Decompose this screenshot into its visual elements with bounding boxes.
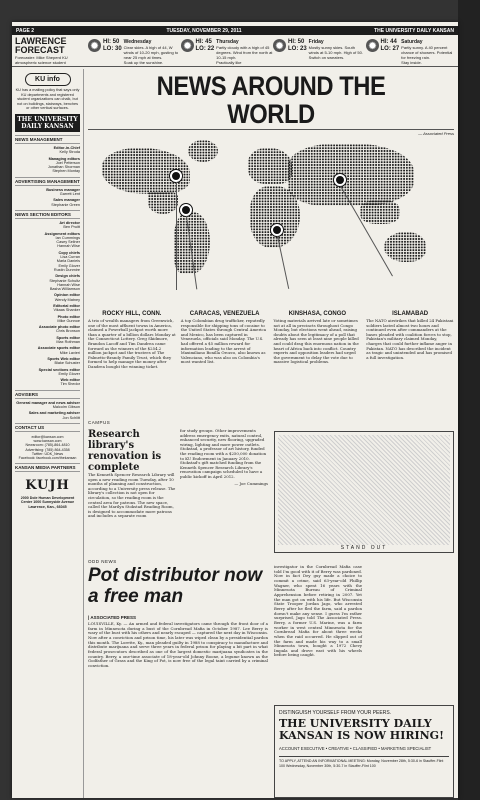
role-title: Associate photo editor <box>38 325 80 330</box>
location-marker-caracas <box>180 204 192 216</box>
main-content <box>88 69 454 798</box>
story-rocky-hill <box>88 311 176 370</box>
sun-icon <box>273 39 286 52</box>
forecast-tag: Stay inside. <box>401 60 422 65</box>
rain-icon <box>366 39 379 52</box>
role-names: Chris Bronson <box>55 329 80 334</box>
binder-right <box>458 0 480 800</box>
role-title: Sales manager <box>53 198 80 203</box>
role-names: Garrett Lent <box>59 192 80 197</box>
staff-role <box>15 315 80 324</box>
story-text: The NATO airstrikes that killed 24 Pakistani soldiers lasted almost two hours and continued even after commanders at the bases pleaded with coalition forces to stop, Pakistan's military claimed Monday, charges that could further inflame anger in Pakistan. NATO has described the incident as tragic and unintended and has promised a full investigation. <box>366 318 454 360</box>
forecast-day <box>273 37 366 66</box>
role-title: Design chiefs <box>55 274 80 279</box>
role-names: Blake Schuster <box>54 361 80 366</box>
staff-section-heading: NEWS MANAGEMENT <box>15 135 80 144</box>
continent-europe <box>248 148 292 184</box>
staff-role <box>15 221 80 230</box>
partly-cloudy-icon <box>181 39 194 52</box>
odd-news-columns-right <box>274 565 454 658</box>
ap-credit: — Associated Press <box>418 131 454 136</box>
story-place: ROCKY HILL, CONN. <box>102 311 162 317</box>
odd-news-ap: | ASSOCIATED PRESS <box>88 615 137 620</box>
forecast-tag: Soak up the sunshine. <box>123 60 164 65</box>
role-names: Ben Pruitt <box>63 225 80 230</box>
story-place: ISLAMABAD <box>392 311 429 317</box>
forecast-hilo: HI: 50 LO: 23 <box>288 39 307 52</box>
campus-story <box>88 427 268 519</box>
forecast-desc: Partly sunny. A 40 percent chance of showers. Potential for freezing rain. <box>401 45 453 60</box>
staff-role <box>15 357 80 366</box>
location-marker-rocky-hill <box>170 170 182 182</box>
top-background <box>0 0 480 22</box>
role-names: Emily Glover <box>58 371 80 376</box>
role-names: Stephanie Green <box>51 202 80 207</box>
continent-asia <box>288 144 414 206</box>
kuinfo-logo: KU info <box>25 73 71 86</box>
staff-sidebar <box>12 69 84 798</box>
role-names: Kelly Stroda <box>59 150 80 155</box>
forecast-title-text: LAWRENCE FORECAST <box>15 36 67 55</box>
ad-tagline: DISTINGUISH YOURSELF FROM YOUR PEERS. <box>279 710 392 716</box>
continent-se-asia <box>360 200 400 224</box>
location-marker-islamabad <box>334 174 346 186</box>
kujh-logo: KUJH <box>25 478 70 494</box>
ad-pattern <box>278 435 450 549</box>
continent-greenland <box>188 140 218 162</box>
sun-icon <box>88 39 101 52</box>
campus-text: for study groups. Other improvements address emergency exits, natural control, enhanced security, new flooring, upgraded wiring, lighting and more power outlets. Stokstad, a professor of art history, funded the reading room with a $250,000 donation to KU Endowment in January 2010. Stokstad's gift matched funding from the Kenneth Spencer Research Library's renovation campaign scheduled to have a public kickoff in April 2012. <box>180 428 267 479</box>
staff-role <box>15 157 80 174</box>
story-text: Voting materials arrived late or sometimes not at all in precincts throughout Congo Monday, but elections went ahead, raising doubts about the legitimacy of a poll that already has seen at least nine people killed and could drag this enormous nation in the heart of Africa back into conflict. Country experts and opposition leaders had urged the government to delay the vote due to massive logistical problems. <box>273 318 359 365</box>
role-title: Photo editor <box>57 314 80 319</box>
staff-role <box>15 304 80 313</box>
role-title: Assignment editors <box>44 231 80 236</box>
story-place: CARACAS, VENEZUELA <box>189 311 260 317</box>
story-caracas <box>181 311 269 370</box>
odd-news-headline: Pot distributor now a free man <box>88 565 263 607</box>
role-title: Sports editor <box>56 335 80 340</box>
page-bar <box>12 26 458 35</box>
ad-apply: TO APPLY, ATTEND AN INFORMATIONAL MEETING: Monday, November 28th, 5:30-6 in Stauffer-Flint 100 Wednesday, November 30th, 5:30-7 in Stauffer-Flint 100 <box>279 756 449 768</box>
location-marker-kinshasa <box>271 224 283 236</box>
staff-role <box>15 198 80 207</box>
media-heading: KANSAN MEDIA PARTNERS <box>15 463 80 472</box>
campus-headline: Research library's renovation is complete <box>88 429 162 473</box>
campus-text: The Kenneth Spencer Research Library will open a new reading room Tuesday, after 10 months of planning and construction, according to a University press release. The library's collection is not open for circulation, so the reading room is the central area for patrons. The new space, called the Marilyn Stokstad Reading Room, is designed to accommodate more patrons and includes a separate room <box>88 472 176 519</box>
continent-central-america <box>148 192 178 214</box>
contact-heading: CONTACT US <box>15 423 80 432</box>
role-title: Business manager <box>46 187 80 192</box>
forecast-desc: Clear skies. A high of 44, W winds of 10-20 mph, gusting to near 25 mph at times. <box>123 45 179 60</box>
role-names: Stephanie Schultz Hannah Wise Basha Williamson <box>49 278 80 292</box>
forecast-title <box>12 37 88 66</box>
staff-role <box>15 401 80 410</box>
role-title: Art director <box>59 220 80 225</box>
role-title: Editorial editor <box>53 303 80 308</box>
staff-role <box>15 336 80 345</box>
staff-role <box>15 378 80 387</box>
staff-sections <box>15 135 80 420</box>
address: 2000 Dole Human Development Center 1000 Sunnyside Avenue Lawrence, Kan., 66045 <box>20 496 75 509</box>
role-title: Web editor <box>60 378 80 383</box>
page-number: PAGE 2 <box>16 27 34 34</box>
masthead: THE UNIVERSITY DAILY KANSAN <box>15 114 80 132</box>
role-title: Editor-in-Chief <box>53 145 80 150</box>
staff-role <box>15 325 80 334</box>
forecast-credit: Forecaster: Mike Sheperd KU atmospheric science student <box>15 55 68 65</box>
staff-role <box>15 188 80 197</box>
role-title: Opinion editor <box>54 293 80 298</box>
role-title: Managing editors <box>48 156 80 161</box>
page-paper-name: THE UNIVERSITY DAILY KANSAN <box>374 27 454 34</box>
role-names: Ian Cummings Casey Sellner Hannah Wise <box>55 235 80 249</box>
role-title: General manager and news adviser <box>16 400 80 405</box>
forecast-tag: Practically like <box>216 60 242 65</box>
forecast-day-name: Wednesday <box>123 39 152 45</box>
role-names: Mike Gunnoe <box>57 318 80 323</box>
campus-label: CAMPUS <box>88 420 111 425</box>
staff-role <box>15 146 80 155</box>
odd-news-text: LOUISVILLE, Ky. — An armed and federal investigators came through the front door of a farm in Minnesota during a bust of the Cornbread Mafia in October 1987. Lee Berry is wary of the bust with his others and nearly escaped — captured the next day in Wisconsin. Now after a conviction and prison time, his later was wiped clean by a presidential pardon this month. The Lorette, Ky., man pleaded guilty in 1988 to conspiracy to manufacture and distribute marijuana and serve three years in federal prison for playing a bit part in what federal prosecutors described as one of the largest domestic marijuana syndicates in the country. Berry, a one-time associate of 18-year-old Johnny Boone, a legume known as the Godfather of Grass and the King of Pot, is now free of the legal taint carried by a criminal conviction. <box>88 621 268 668</box>
role-names: Joel Petterson Jonathan Shorman Stephen Montay <box>47 160 80 174</box>
binder-left <box>0 0 12 800</box>
world-map <box>88 138 454 290</box>
role-names: Mike Lavieri <box>59 350 80 355</box>
odd-news-text: investigator in the Cornbread Mafia case told I'm good with it of Berry was pardoned. Now in fact Dey guy made a choice to commit a crime, said 63-year-old Phillip Wagner, who spent 16 years with the Minnesota Bureau of Criminal Apprehension before retiring in 2007. Yet the man got on with his life. But Wisconsin State Trooper Jordan Jago, who arrested Berry after he fled the farm, said a pardon doesn't make any sense. I guess I'm rather surprised, Jago told The Associated Press. Berry, a former U.S. Marine, was a farm worker in west central Minnesota for the Cornbread Mafia for about three weeks when the raid occurred. He slipped out of the farm and made his way to a small Minnesota town, bought a 1972 Chevy Impala and drove east with his wheels before being caught. <box>274 564 362 658</box>
story-text: A top Colombian drug trafficker, reputedly responsible for shipping tons of cocaine to the United States through Central America and Mexico, has been captured in Venezuela, officials said Monday. The U.S. had offered a $5 million reward for information leading to the arrest of Maximiliano Bonilla Orozco, also known as Valenciano, who was also on Colombia's most wanted list. <box>180 318 267 365</box>
stand-out-ad <box>274 431 454 553</box>
divider <box>88 129 454 130</box>
story-islamabad <box>366 311 454 370</box>
role-title: Sports Web editor <box>47 356 80 361</box>
story-kinshasa <box>274 311 362 370</box>
page-date: TUESDAY, NOVEMBER 29, 2011 <box>166 27 242 34</box>
forecast-day-name: Thursday <box>216 39 239 45</box>
staff-role <box>15 251 80 272</box>
forecast-row <box>12 37 458 67</box>
newspaper-page <box>12 22 458 798</box>
forecast-day-name: Saturday <box>401 39 423 45</box>
forecast-desc: Partly cloudy with a high of 45 degrees. Wind from the north at 10-15 mph. <box>216 45 273 60</box>
ad-positions: ACCOUNT EXECUTIVE • CREATIVE • CLASSIFIED • MARKETING SPECIALIST <box>279 746 432 751</box>
role-title: Copy chiefs <box>58 250 80 255</box>
forecast-day <box>88 37 181 66</box>
continent-australia <box>384 232 426 262</box>
staff-role <box>15 411 80 420</box>
page-headline: NEWS AROUND THE WORLD <box>156 71 386 129</box>
role-names: Malcolm Gibson <box>52 405 80 410</box>
world-stories <box>88 311 454 370</box>
staff-role <box>15 293 80 302</box>
forecast-day-name: Friday <box>308 39 324 45</box>
role-names: Jon Schlitt <box>62 415 80 420</box>
forecast-desc: Mostly sunny skies. South winds at 5-10 mph. High of 50. <box>308 45 363 55</box>
role-names: Wendy Matney <box>54 297 80 302</box>
hiring-ad <box>274 705 454 798</box>
stand-out-label: STAND OUT <box>275 545 453 551</box>
forecast-day <box>366 37 459 66</box>
role-names: Vikaas Shanker <box>53 308 80 313</box>
story-place: KINSHASA, CONGO <box>288 311 347 317</box>
forecast-hilo: HI: 44 LO: 27 <box>380 39 400 52</box>
marker-line <box>176 182 177 290</box>
forecast-tag: Switch on sweaters. <box>308 55 345 60</box>
role-title: Sales and marketing adviser <box>28 411 80 416</box>
odd-news-columns <box>88 622 268 669</box>
staff-role <box>15 346 80 355</box>
staff-section-heading: NEWS SECTION EDITORS <box>15 210 80 219</box>
contact-info: editor@kansan.com www.kansan.com Newsroom: (785)-864-4810 Advertising: (785) 864-4358 Twitter: UDK_News Facebook: facebook.com/thekansan <box>18 434 77 460</box>
role-names: Tim Shedor <box>60 382 80 387</box>
staff-role <box>15 232 80 249</box>
forecast-hilo: HI: 45 LO: 22 <box>195 39 215 52</box>
story-text: A trio of wealth managers from Greenwich, one of the most affluent towns in America, claimed a Powerball jackpot worth more than a quarter of a billion dollars Monday at the Connecticut Lottery. Greg Skidmore, Brandon Lacoff and Tim Dandrea came forward as the winners of the $254.2 million jackpot and the trustees of The Palmetto-Brandy Family Trust, which they formed to help manage the money after Dandrea bought the winning ticket. <box>88 318 176 369</box>
staff-role <box>15 274 80 291</box>
role-title: Special sections editor <box>38 367 80 372</box>
staff-section-heading: ADVERTISING MANAGEMENT <box>15 178 80 184</box>
role-title: Associate sports editor <box>37 346 80 351</box>
ad-title: THE UNIVERSITY DAILY KANSAN IS NOW HIRING! <box>279 717 444 742</box>
odd-news-label: ODD NEWS <box>88 559 117 564</box>
role-names: Max Rothman <box>56 340 80 345</box>
staff-role <box>15 368 80 377</box>
forecast-day <box>181 37 274 66</box>
kuinfo-text: KU has a mailing policy that says only KU departments and registered student organizations can chalk, but not on buildings, stairways, benches or other vertical surfaces. <box>15 88 80 111</box>
staff-section-heading: ADVISERS <box>15 390 80 399</box>
campus-byline: — Joe Cummings <box>234 480 268 486</box>
role-names: Lisa Curran Marla Daniels Emily Glover Rustin Dunmire <box>53 255 80 272</box>
forecast-hilo: HI: 50 LO: 30 <box>103 39 122 52</box>
